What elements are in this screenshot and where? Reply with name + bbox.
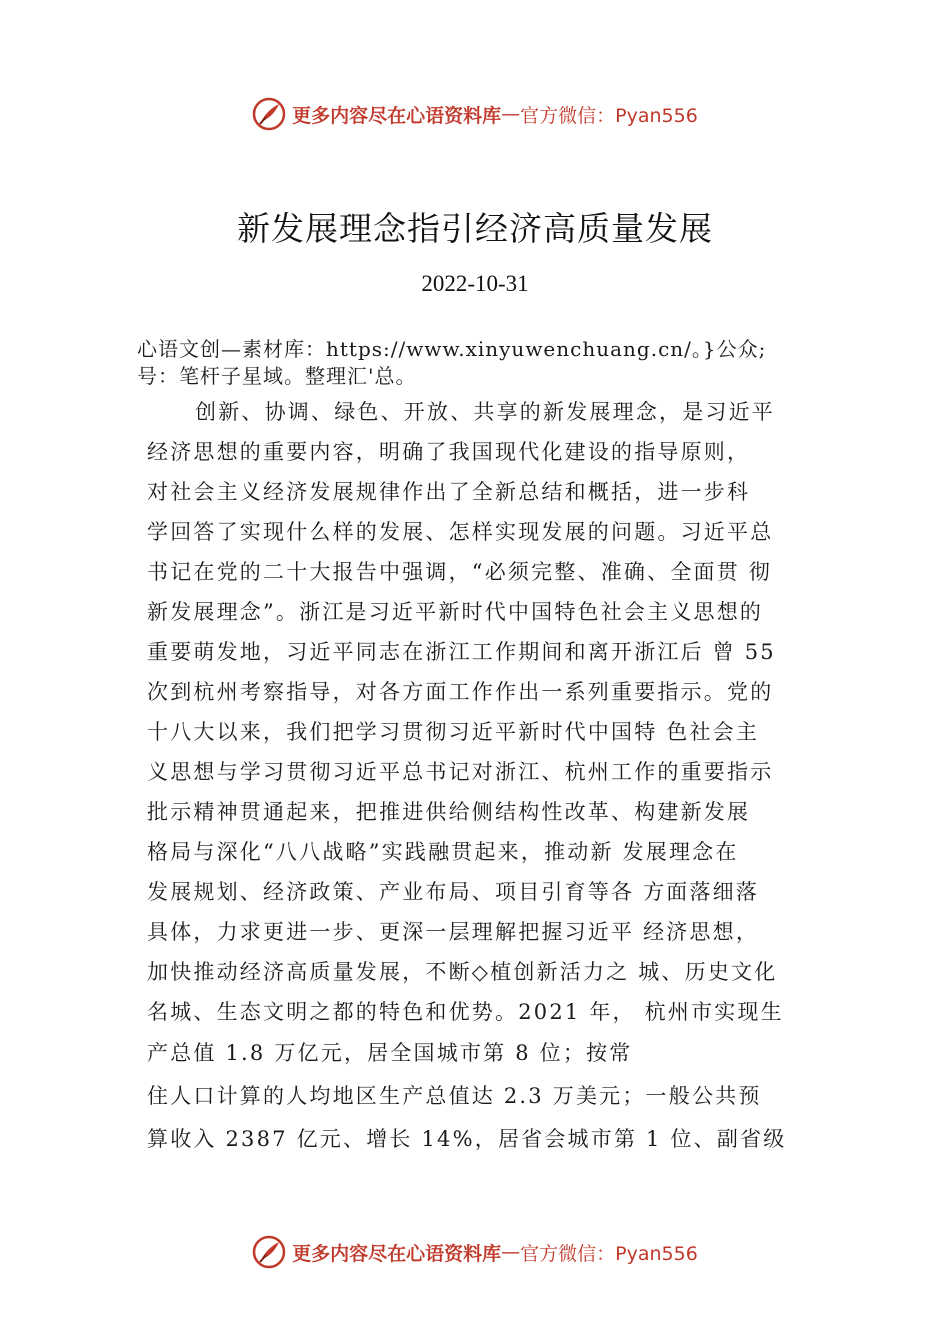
quill-logo-icon [252,1235,286,1269]
body-line: 加快推动经济高质量发展，不断◇植创新活力之 城、历史文化 [147,960,778,984]
body-line: 书记在党的二十大报告中强调，“必须完整、准确、全面贯 彻 [147,560,773,584]
body-line: 新发展理念”。浙江是习近平新时代中国特色社会主义思想的 [147,600,764,624]
body-line: 发展规划、经济政策、产业布局、项目引育等各 方面落细落 [147,880,760,904]
body-line: 批示精神贯通起来，把推进供给侧结构性改革、构建新发展 [147,800,751,824]
banner-separator: — [501,103,521,125]
body-line: 具体，力求更进一步、更深一层理解把握习近平 经济思想， [147,920,760,944]
body-line: 重要萌发地，习近平同志在浙江工作期间和离开浙江后 曾 55 [147,640,776,664]
banner-brand-text: 更多内容尽在心语资料库 [292,104,502,127]
banner-brand-text: 更多内容尽在心语资料库 [292,1242,502,1265]
quill-logo-icon [252,97,286,131]
source-line: 号：笔杆子星域。整理汇'总。 [137,364,417,388]
footer-banner [0,1232,950,1272]
page-title: 新发展理念指引经济高质量发展 [237,209,713,248]
header-banner [0,94,950,134]
body-line: 创新、协调、绿色、开放、共享的新发展理念，是习近平 [195,400,775,424]
source-line: 心语文创—素材库：https://www.xinyuwenchuang.cn/。}公众; [137,337,767,361]
body-line: 住人口计算的人均地区生产总值达 2.3 万美元；一般公共预 [147,1084,762,1108]
banner-separator: — [501,1241,521,1263]
body-line: 算收入 2387 亿元、增长 14%，居省会城市第 1 位、副省级 [147,1127,787,1151]
body-line: 义思想与学习贯彻习近平总书记对浙江、杭州工作的重要指示 [147,760,774,784]
publish-date: 2022-10-31 [421,271,529,296]
banner-contact-text: 官方微信：Pyan556 [520,1242,698,1265]
source-note [137,336,857,390]
body-line: 十八大以来，我们把学习贯彻习近平新时代中国特 色社会主 [147,720,760,744]
body-line: 学回答了实现什么样的发展、怎样实现发展的问题。习近平总 [147,520,774,544]
body-line: 格局与深化“八八战略”实践融贯起来，推动新 发展理念在 [147,840,739,864]
body-line: 次到杭州考察指导，对各方面工作作出一系列重要指示。党的 [147,680,774,704]
banner-contact-text: 官方微信：Pyan556 [520,104,698,127]
body-line: 对社会主义经济发展规律作出了全新总结和概括，进一步科 [147,480,751,504]
body-line: 名城、生态文明之都的特色和优势。2021 年， 杭州市实现生 [147,1000,784,1024]
body-line: 经济思想的重要内容，明确了我国现代化建设的指导原则， [147,440,751,464]
article-body [147,392,847,1161]
body-line: 产总值 1.8 万亿元，居全国城市第 8 位；按常 [147,1041,633,1065]
